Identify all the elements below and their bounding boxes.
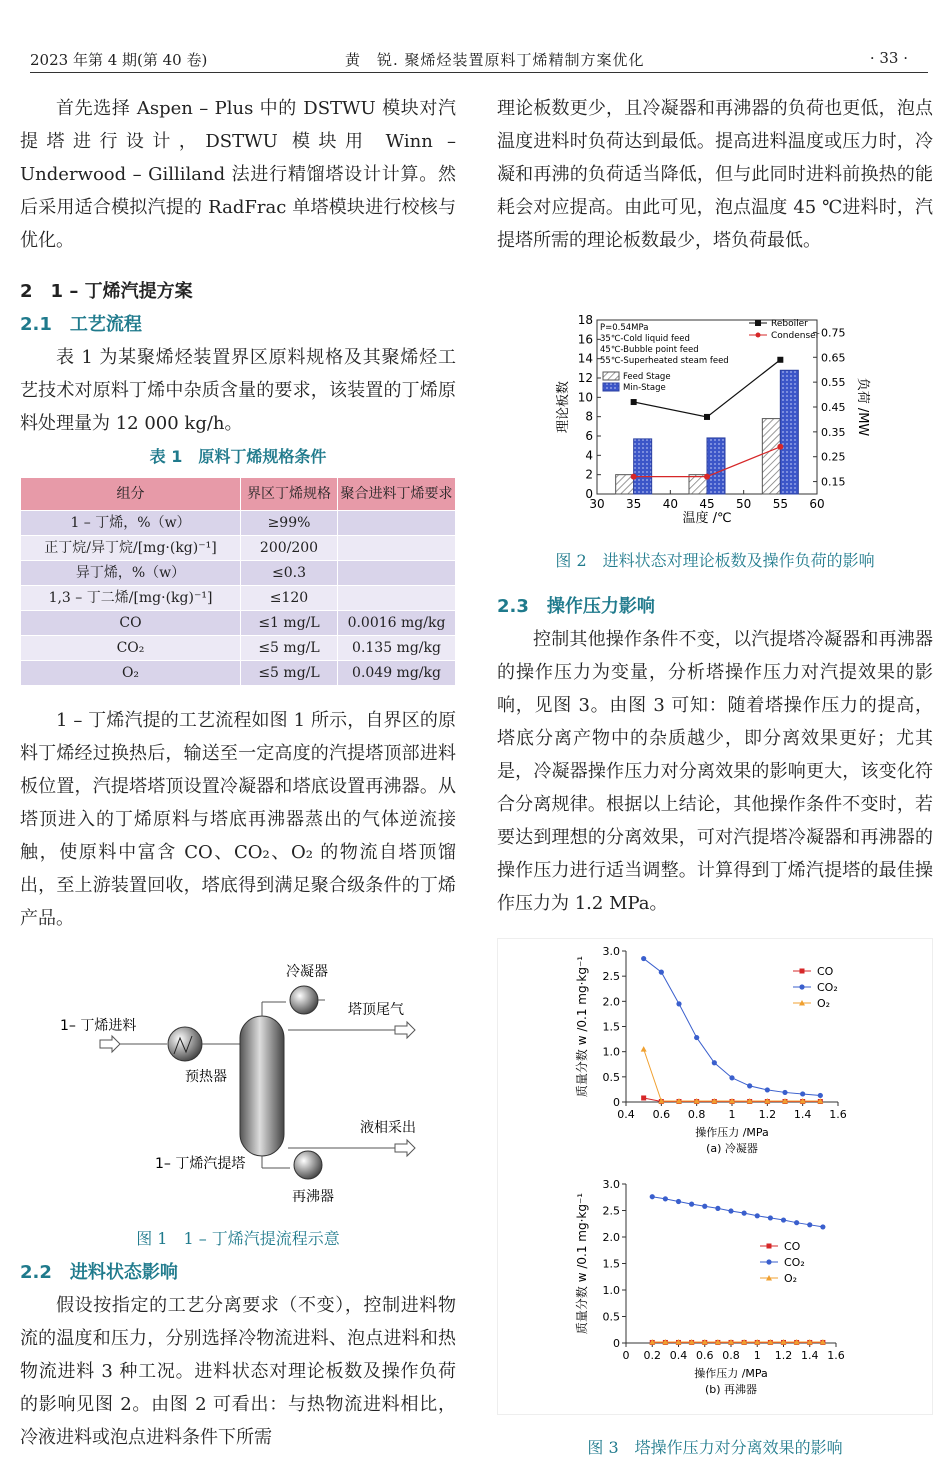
y-tick-label: 0 (585, 487, 593, 501)
legend-marker (755, 320, 761, 326)
table-cell: ≤120 (241, 586, 338, 611)
reboiler-point (777, 357, 783, 363)
x-axis-label: 温度 /℃ (682, 511, 732, 526)
fig3a-chart (498, 939, 932, 1174)
overhead-label: 塔顶尾气 (348, 1002, 404, 1018)
preheater-icon (168, 1027, 202, 1061)
y-tick-label: 14 (577, 351, 593, 366)
x-tick-label: 1 (753, 1349, 761, 1362)
reboiler-label: 再沸器 (292, 1189, 334, 1205)
y-tick-label: 10 (577, 390, 593, 405)
condenser-point (704, 474, 710, 480)
data-point (742, 1211, 747, 1216)
x-tick-label: 1.6 (829, 1108, 847, 1121)
paragraph: 首先选择 Aspen – Plus 中的 DSTWU 模块对汽提塔进行设计，DSTWU 模块用 Winn – Underwood – Gilliland 法进行精馏塔设计计算。然后采用适合模拟汽提的 RadFrac 单塔模块进行校核与优化。 (20, 98, 456, 251)
figure-1-caption: 图 1 1 – 丁烯汽提流程示意 (136, 1229, 340, 1248)
table-cell: ≤5 mg/L (241, 661, 338, 686)
y2-tick-label: 0.15 (821, 475, 846, 489)
y-tick-label: 3.0 (602, 945, 620, 958)
y-tick-label: 0 (613, 1096, 620, 1109)
y2-tick-label: 0.75 (821, 326, 846, 340)
paragraph: 1 – 丁烯汽提的工艺流程如图 1 所示，自界区的原料丁烯经过换热后，输送至一定高度的汽提塔顶部进料板位置，汽提塔塔顶设置冷凝器和塔底设置再沸器。从塔顶进入的丁烯原料与塔底再沸器蒸出的气体逆流接触，使原料中富含 CO、CO₂、O₂ 的物流自塔顶馏出，至上游装置回收，塔底得到满足聚合级条件的丁烯产品。 (20, 710, 456, 929)
section-heading: 2 1 – 丁烯汽提方案 (20, 281, 193, 302)
legend-label: CO (784, 1240, 801, 1253)
x-axis-label: 操作压力 /MPa (694, 1367, 768, 1380)
legend-marker (756, 333, 761, 338)
y-tick-label: 18 (577, 313, 593, 327)
table-caption: 表 1 原料丁烯规格条件 (149, 447, 327, 466)
legend-label: CO₂ (784, 1256, 805, 1269)
data-point (715, 1206, 720, 1211)
x-axis-label: 操作压力 /MPa (695, 1126, 769, 1139)
table-cell: O₂ (21, 661, 241, 686)
table-cell: CO₂ (21, 636, 241, 661)
column-label: 1– 丁烯汽提塔 (155, 1156, 246, 1172)
data-point (781, 1217, 786, 1222)
data-point (702, 1204, 707, 1209)
table-cell: ≤1 mg/L (241, 611, 338, 636)
y-tick-label: 0.5 (602, 1070, 620, 1084)
x-tick-label: 40 (662, 497, 678, 511)
y-tick-label: 2.0 (602, 995, 620, 1009)
y-tick-label: 1.0 (602, 1284, 620, 1297)
running-header (30, 46, 928, 73)
table-row (21, 661, 456, 686)
preheater-label: 预热器 (185, 1069, 227, 1085)
right-column-mid (497, 590, 933, 920)
legend-label: Condenser (771, 331, 820, 341)
feed-arrow (100, 1036, 120, 1052)
table-cell: 1,3 – 丁二烯/[mg·(kg)⁻¹] (21, 586, 241, 611)
data-point (663, 1196, 668, 1201)
x-tick-label: 1.2 (774, 1349, 793, 1362)
legend-label: Reboiler (771, 319, 808, 329)
legend-label: CO₂ (817, 981, 838, 994)
data-point (676, 1199, 681, 1204)
legend-label: Feed Stage (623, 372, 671, 382)
reboiler-point (631, 399, 637, 405)
x-tick-label: 45 (699, 497, 715, 511)
right-column (497, 92, 933, 257)
y-tick-label: 12 (577, 371, 593, 385)
spec-table (20, 477, 456, 686)
paragraph: 假设按指定的工艺分离要求（不变），控制进料物流的温度和压力，分别选择冷物流进料、泡点进料和热物流进料 3 种工况。进料状态对理论板数及操作负荷的影响见图 2。由图 2 可看出：与热物流进料相比，冷液进料或泡点进料条件下所需 (20, 1295, 456, 1448)
data-point (659, 970, 664, 975)
table-cell (338, 511, 456, 536)
condenser-point (631, 474, 637, 480)
figure-3-caption: 图 3 塔操作压力对分离效果的影响 (587, 1438, 843, 1457)
y-tick-label: 2.5 (602, 970, 620, 984)
legend-label: O₂ (817, 997, 831, 1010)
table-cell (338, 561, 456, 586)
data-point (729, 1075, 734, 1080)
y-tick-label: 2.0 (602, 1231, 620, 1244)
data-point (641, 1095, 646, 1100)
x-tick-label: 0 (622, 1349, 630, 1362)
table-row (21, 586, 456, 611)
legend-label: CO (817, 965, 834, 978)
col-header: 聚合进料丁烯要求 (338, 478, 456, 511)
paragraph: 表 1 为某聚烯烃装置界区原料规格及其聚烯烃工艺技术对原料丁烯中杂质含量的要求，该装置的丁烯原料处理量为 12 000 kg/h。 (20, 347, 456, 434)
stripper-column-icon (240, 1016, 284, 1156)
table-row (21, 611, 456, 636)
table-cell: ≥99% (241, 511, 338, 536)
x-tick-label: 0.4 (669, 1349, 688, 1362)
y2-tick-label: 0.25 (821, 450, 846, 464)
table-cell: 200/200 (241, 536, 338, 561)
data-point (765, 1087, 770, 1092)
condenser-point (777, 444, 783, 450)
legend-marker (799, 984, 804, 989)
liquid-arrow (395, 1140, 415, 1156)
x-tick-label: 1 (728, 1108, 736, 1121)
data-point (747, 1083, 752, 1088)
table-body (21, 511, 456, 686)
data-point (768, 1215, 773, 1220)
figure-1 (20, 958, 456, 1210)
min-stage-bar (634, 439, 652, 494)
y-tick-label: 0.5 (602, 1310, 620, 1324)
series-line (644, 959, 821, 1096)
legend-marker (767, 1244, 772, 1249)
legend-label: O₂ (784, 1272, 798, 1285)
data-point (818, 1093, 823, 1098)
col-header: 组分 (21, 478, 241, 511)
x-tick-label: 1.4 (801, 1349, 819, 1362)
x-tick-label: 35 (626, 497, 642, 511)
annotation: 55℃-Superheated steam feed (600, 356, 729, 366)
x-tick-label: 0.4 (617, 1108, 635, 1121)
fig3b-chart (498, 1174, 932, 1414)
min-stage-bar (707, 438, 725, 494)
overhead-arrow (395, 1022, 415, 1038)
annotation: 35℃-Cold liquid feed (600, 334, 690, 344)
figure-2 (497, 306, 931, 528)
x-tick-label: 0.8 (722, 1349, 740, 1362)
y-tick-label: 1.5 (602, 1257, 620, 1271)
y-tick-label: 2.5 (602, 1204, 620, 1218)
page-number: · 33 · (869, 49, 908, 67)
data-point (641, 956, 646, 961)
table-cell (338, 536, 456, 561)
x-tick-label: 60 (809, 497, 825, 511)
table-cell: 0.049 mg/kg (338, 661, 456, 686)
feed-stage-bar (762, 419, 780, 494)
liquid-label: 液相采出 (360, 1120, 416, 1136)
y-axis-label: 质量分数 w /0.1 mg·kg⁻¹ (575, 1192, 589, 1335)
y-tick-label: 6 (585, 429, 593, 443)
table-cell: ≤0.3 (241, 561, 338, 586)
data-point (694, 1035, 699, 1040)
legend-label: Min-Stage (623, 383, 666, 393)
subsection-heading: 2.2 进料状态影响 (20, 1262, 178, 1283)
article-title: 黄 锐. 聚烯烃装置原料丁烯精制方案优化 (345, 51, 645, 69)
data-point (641, 1046, 647, 1052)
table-row (21, 536, 456, 561)
y-tick-label: 2 (585, 467, 593, 482)
x-tick-label: 1.4 (793, 1108, 812, 1121)
figure-2-caption: 图 2 进料状态对理论板数及操作负荷的影响 (555, 551, 875, 570)
paragraph: 理论板数更少，且冷凝器和再沸器的负荷也更低，泡点温度进料时负荷达到最低。提高进料温度或压力时，冷凝和再沸的负荷适当降低，但与此同时进料前换热的能耗会对应提高。由此可见，泡点温度 45 ℃进料时，汽提塔所需的理论板数最少，塔负荷最低。 (497, 98, 933, 251)
subsection-heading: 2.1 工艺流程 (20, 314, 142, 335)
y-tick-label: 1.5 (602, 1020, 620, 1034)
x-tick-label: 0.2 (643, 1349, 661, 1362)
subfigure-title: (b) 再沸器 (704, 1383, 758, 1396)
y-tick-label: 8 (585, 409, 593, 424)
table-row (21, 636, 456, 661)
table-cell: ≤5 mg/L (241, 636, 338, 661)
data-point (676, 1001, 681, 1006)
col-header: 界区丁烯规格 (241, 478, 338, 511)
table-cell: 0.135 mg/kg (338, 636, 456, 661)
reboiler-point (704, 414, 710, 420)
data-point (820, 1224, 825, 1229)
y-axis-label: 理论板数 (556, 380, 571, 434)
left-column (20, 92, 456, 935)
x-tick-label: 0.6 (696, 1349, 714, 1362)
table-cell: CO (21, 611, 241, 636)
x-tick-label: 0.6 (652, 1108, 671, 1121)
table-header-row (21, 478, 456, 511)
fig2-chart (497, 306, 931, 528)
data-point (794, 1220, 799, 1225)
subsection-heading: 2.3 操作压力影响 (497, 596, 655, 617)
data-point (650, 1194, 655, 1199)
min-stage-bar (780, 370, 798, 494)
y-tick-label: 16 (577, 332, 593, 347)
annotation: P=0.54MPa (600, 323, 649, 333)
table-cell: 0.0016 mg/kg (338, 611, 456, 636)
data-point (755, 1213, 760, 1218)
table-cell: 正丁烷/异丁烷/[mg·(kg)⁻¹] (21, 536, 241, 561)
legend-swatch (603, 383, 619, 391)
y-tick-label: 1.0 (602, 1045, 620, 1059)
y-tick-label: 0 (613, 1337, 620, 1350)
x-tick-label: 50 (736, 497, 752, 511)
y-tick-label: 4 (585, 448, 593, 463)
y2-tick-label: 0.55 (821, 376, 846, 390)
annotation: 45℃-Bubble point feed (600, 345, 699, 355)
feed-label: 1– 丁烯进料 (60, 1018, 137, 1034)
legend-swatch (603, 372, 619, 380)
figure-3 (497, 938, 933, 1415)
x-tick-label: 55 (772, 497, 788, 511)
table-row (21, 511, 456, 536)
x-tick-label: 1.2 (758, 1108, 777, 1121)
paragraph: 控制其他操作条件不变，以汽提塔冷凝器和再沸器的操作压力为变量，分析塔操作压力对汽提效果的影响，见图 3。由图 3 可知：随着塔操作压力的提高，塔底分离产物中的杂质越少，即分离效果更好；尤其是，冷凝器操作压力对分离效果的影响更大，该变化符合分离规律。根据以上结论，其他操作条件不变时，若要达到理想的分离效果，可对汽提塔冷凝器和再沸器的操作压力进行适当调整。计算得到丁烯汽提塔的最佳操作压力为 1.2 MPa。 (497, 629, 933, 914)
y-tick-label: 3.0 (602, 1178, 620, 1191)
data-point (689, 1202, 694, 1207)
data-point (782, 1090, 787, 1095)
flow-diagram (20, 958, 456, 1210)
data-point (712, 1060, 717, 1065)
legend-marker (800, 969, 805, 974)
data-point (728, 1208, 733, 1213)
x-tick-label: 0.8 (687, 1108, 706, 1121)
table-cell (338, 586, 456, 611)
y2-tick-label: 0.65 (821, 351, 846, 365)
y2-tick-label: 0.45 (821, 401, 846, 414)
y-axis-label: 质量分数 w /0.1 mg·kg⁻¹ (575, 955, 589, 1098)
table-cell: 异丁烯，%（w） (21, 561, 241, 586)
legend-marker (766, 1259, 771, 1264)
x-tick-label: 1.6 (827, 1349, 845, 1362)
condenser-icon (290, 986, 318, 1014)
table-row (21, 561, 456, 586)
reboiler-icon (294, 1151, 322, 1179)
table-cell: 1 – 丁烯，%（w） (21, 511, 241, 536)
y2-axis-label: 负荷 /MW (855, 377, 870, 437)
x-tick-label: 30 (589, 497, 605, 511)
data-point (807, 1222, 812, 1227)
left-column-bottom (20, 1256, 456, 1454)
journal-issue: 2023 年第 4 期(第 40 卷) (30, 51, 208, 69)
condenser-label: 冷凝器 (286, 964, 328, 980)
data-point (800, 1091, 805, 1096)
subfigure-title: (a) 冷凝器 (706, 1142, 758, 1155)
y2-tick-label: 0.35 (821, 425, 846, 439)
